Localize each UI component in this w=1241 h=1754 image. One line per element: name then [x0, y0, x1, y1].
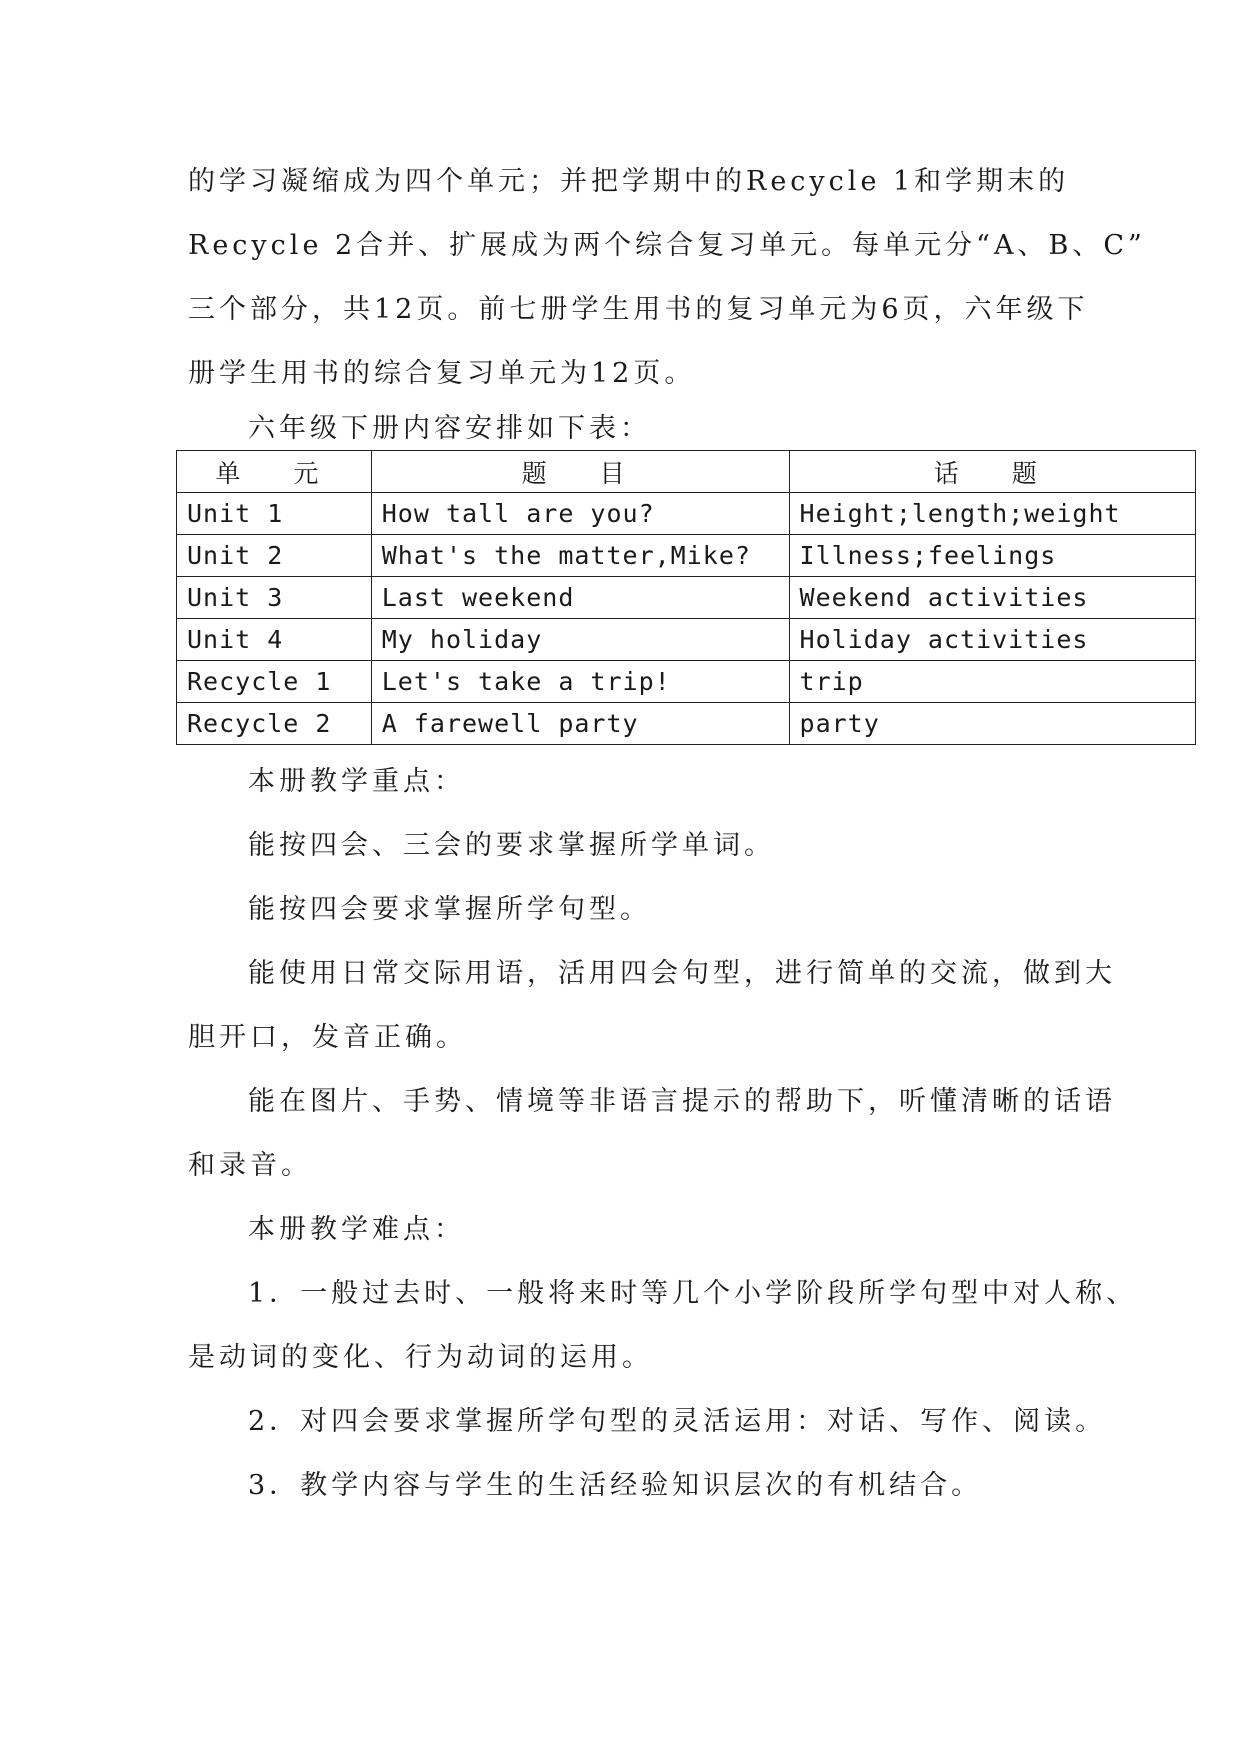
difficulty-item: 1．一般过去时、一般将来时等几个小学阶段所学句型中对人称、 — [248, 1278, 1138, 1309]
difficulties-heading: 本册教学难点： — [248, 1214, 465, 1245]
header-topic: 话 题 — [789, 451, 1195, 493]
table-caption: 六年级下册内容安排如下表： — [248, 413, 651, 444]
table-row — [177, 493, 1196, 535]
cell-topic: Weekend activities — [789, 577, 1195, 619]
intro-line-1: 的学习凝缩成为四个单元；并把学期中的Recycle 1和学期末的 — [188, 166, 1070, 197]
header-title: 题 目 — [371, 451, 789, 493]
key-points-heading: 本册教学重点： — [248, 766, 465, 797]
cell-unit: Recycle 2 — [177, 703, 372, 745]
intro-line-4: 册学生用书的综合复习单元为12页。 — [188, 358, 696, 389]
cell-topic: Illness;feelings — [789, 535, 1195, 577]
intro-line-2: Recycle 2合并、扩展成为两个综合复习单元。每单元分“A、B、C” — [188, 230, 1146, 261]
cell-topic: party — [789, 703, 1195, 745]
difficulty-item: 3．教学内容与学生的生活经验知识层次的有机结合。 — [248, 1470, 983, 1501]
table-row — [177, 619, 1196, 661]
cell-unit: Recycle 1 — [177, 661, 372, 703]
key-point-item: 能在图片、手势、情境等非语言提示的帮助下，听懂清晰的话语 — [248, 1086, 1116, 1117]
cell-title: What's the matter,Mike? — [371, 535, 789, 577]
cell-topic: Holiday activities — [789, 619, 1195, 661]
key-point-item: 能按四会、三会的要求掌握所学单词。 — [248, 830, 775, 861]
cell-topic: trip — [789, 661, 1195, 703]
difficulty-item-continued: 是动词的变化、行为动词的运用。 — [188, 1342, 653, 1373]
table-row — [177, 661, 1196, 703]
table-row — [177, 703, 1196, 745]
cell-title: My holiday — [371, 619, 789, 661]
table-header-row — [177, 451, 1196, 493]
cell-title: Last weekend — [371, 577, 789, 619]
key-point-item-continued: 胆开口，发音正确。 — [188, 1022, 467, 1053]
cell-title: Let's take a trip! — [371, 661, 789, 703]
key-point-item-continued: 和录音。 — [188, 1150, 312, 1181]
cell-topic: Height;length;weight — [789, 493, 1195, 535]
cell-title: How tall are you? — [371, 493, 789, 535]
cell-title: A farewell party — [371, 703, 789, 745]
content-table — [176, 450, 1196, 745]
key-point-item: 能按四会要求掌握所学句型。 — [248, 894, 651, 925]
cell-unit: Unit 1 — [177, 493, 372, 535]
table-row — [177, 577, 1196, 619]
difficulty-item: 2．对四会要求掌握所学句型的灵活运用：对话、写作、阅读。 — [248, 1406, 1107, 1437]
table-row — [177, 535, 1196, 577]
intro-line-3: 三个部分，共12页。前七册学生用书的复习单元为6页，六年级下 — [188, 294, 1089, 325]
header-unit: 单 元 — [177, 451, 372, 493]
cell-unit: Unit 4 — [177, 619, 372, 661]
cell-unit: Unit 3 — [177, 577, 372, 619]
cell-unit: Unit 2 — [177, 535, 372, 577]
key-point-item: 能使用日常交际用语，活用四会句型，进行简单的交流，做到大 — [248, 958, 1116, 989]
